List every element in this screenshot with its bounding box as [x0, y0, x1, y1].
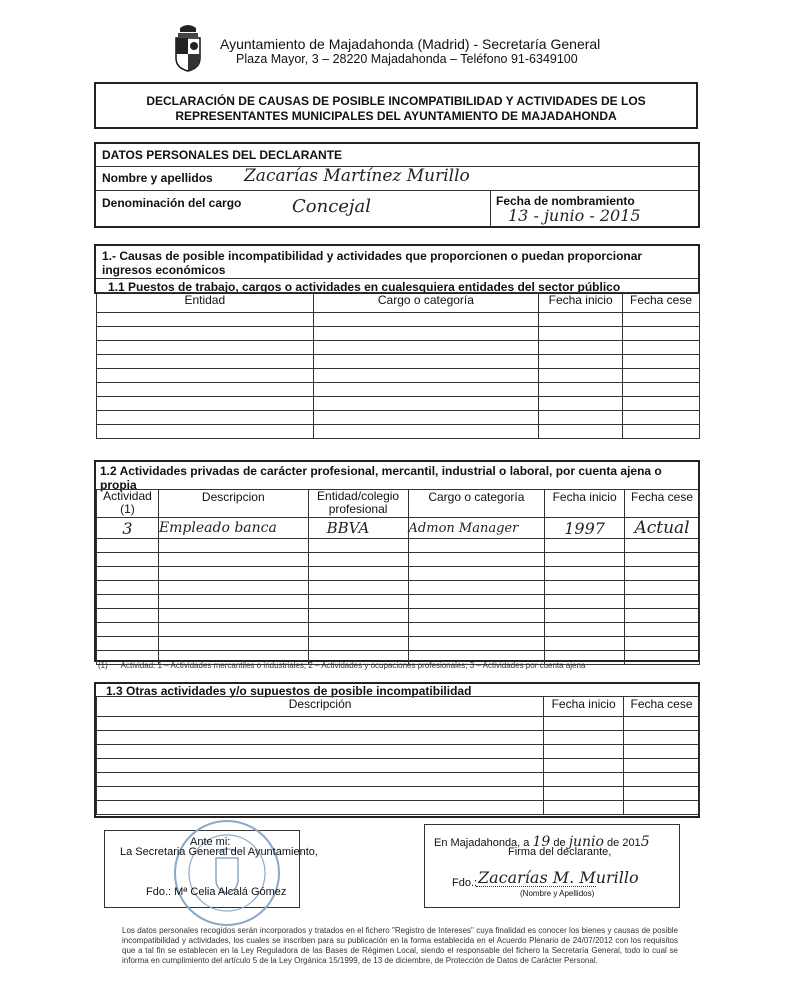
firma-label: Firma del declarante,	[508, 846, 612, 858]
table-row	[97, 759, 700, 773]
declarant-signature: Zacarías M. Murillo	[478, 868, 639, 887]
table-row	[97, 595, 700, 609]
table-row	[97, 383, 700, 397]
table-row	[97, 425, 700, 439]
data-protection-footer: Los datos personales recogidos serán incorporados y tratados en el fichero "Registro de Intereses" cuya finalidad es conocer los bienes y causas de posible incompatibilidad y actividades, los cuales se inscriben para su publicación en la forma establecida en el Acuerdo Plenario de 24/07/2012 con los requisitos que a tal fin se establecen en la Ley Reguladora de las Bases de Régimen Local, siendo el responsable del fichero la Secretaría General, todo lo cual se informa en cumplimiento del artículo 5 de la Ley Orgánica 15/1999, de 13 de diciembre, de Protección de Datos de Carácter Personal.	[122, 926, 678, 965]
col-entidad: Entidad	[97, 293, 314, 313]
col-fecha-inicio: Fecha inicio	[545, 490, 625, 518]
table-row	[97, 313, 700, 327]
fecha-nombramiento-label: Fecha de nombramiento	[496, 194, 635, 208]
activity-note: (1) Actividad: 1 – Actividades mercantiles o industriales; 2 – Actividades y ocupaciones profesionales; 3 – Actividades por cuenta ajena	[98, 661, 586, 670]
header-institution: Ayuntamiento de Majadahonda (Madrid) - Secretaría General	[220, 36, 601, 52]
place-date-label: En Majadahonda, a 19 de junio de 2015	[434, 834, 650, 850]
personal-data-title: DATOS PERSONALES DEL DECLARANTE	[102, 148, 343, 162]
col-fecha-cese: Fecha cese	[624, 697, 700, 717]
section12-title: 1.2 Actividades privadas de carácter profesional, mercantil, industrial o laboral, por cuenta ajena o propia	[100, 464, 662, 492]
table-row	[97, 341, 700, 355]
cell-actividad: 3	[97, 518, 159, 539]
cell-entidad: BBVA	[308, 518, 408, 539]
table-row	[97, 567, 700, 581]
official-seal-icon	[172, 818, 282, 928]
col-cargo: Cargo o categoría	[313, 293, 539, 313]
name-value: Zacarías Martínez Murillo	[244, 166, 470, 186]
table-row	[97, 397, 700, 411]
cell-fecha-cese: Actual	[625, 518, 700, 539]
table-row	[97, 731, 700, 745]
section13-title: 1.3 Otras actividades y/o supuestos de posible incompatibilidad	[106, 684, 472, 698]
section1-title: 1.- Causas de posible incompatibilidad y actividades que proporcionen o puedan proporcionar ingresos económicos	[102, 249, 643, 277]
header-address: Plaza Mayor, 3 – 28220 Majadahonda – Teléfono 91-6349100	[236, 52, 578, 66]
table-row	[97, 623, 700, 637]
other-activities-table	[96, 696, 700, 815]
cell-fecha-inicio: 1997	[545, 518, 625, 539]
cargo-label: Denominación del cargo	[102, 196, 242, 210]
col-cargo-categoria: Cargo o categoría	[408, 490, 545, 518]
fecha-nombramiento-value: 13 - junio - 2015	[508, 206, 641, 225]
table-row	[97, 518, 700, 539]
table-row	[97, 411, 700, 425]
table-row	[97, 581, 700, 595]
col-fecha-inicio: Fecha inicio	[544, 697, 624, 717]
table-row	[97, 369, 700, 383]
table-row	[97, 745, 700, 759]
table-row	[97, 717, 700, 731]
col-actividad: Actividad (1)	[97, 490, 159, 518]
coat-of-arms-icon	[172, 24, 204, 72]
private-activities-table	[96, 489, 700, 665]
nombre-apellidos-caption: (Nombre y Apellidos)	[520, 889, 595, 898]
col-descripcion: Descripción	[97, 697, 544, 717]
name-label: Nombre y apellidos	[102, 171, 213, 185]
col-entidad-colegio: Entidad/colegio profesional	[308, 490, 408, 518]
table-row	[97, 539, 700, 553]
table-row	[97, 327, 700, 341]
document-title: DECLARACIÓN DE CAUSAS DE POSIBLE INCOMPATIBILIDAD Y ACTIVIDADES DE LOS REPRESENTANTES MUNICIPALES DEL AYUNTAMIENTO DE MAJADAHONDA	[146, 94, 646, 123]
col-fecha-cese: Fecha cese	[625, 490, 700, 518]
public-sector-table	[96, 292, 700, 439]
secretary-name: Fdo.: Mª Celia Alcalá Gómez	[146, 886, 287, 898]
table-row	[97, 355, 700, 369]
table-row	[97, 773, 700, 787]
cell-cargo: Admon Manager	[408, 518, 545, 539]
table-row	[97, 801, 700, 815]
section11-title: 1.1 Puestos de trabajo, cargos o actividades en cualesquiera entidades del sector público	[108, 280, 621, 294]
fdo-label: Fdo.:	[452, 877, 478, 889]
col-fecha-cese: Fecha cese	[623, 293, 700, 313]
col-fecha-inicio: Fecha inicio	[539, 293, 623, 313]
cell-descripcion: Empleado banca	[158, 518, 308, 539]
secretary-title: La Secretaria General del Ayuntamiento,	[120, 846, 318, 858]
document-title-box	[94, 82, 698, 129]
table-row	[97, 553, 700, 567]
table-row	[97, 637, 700, 651]
ante-mi-label: Ante mi:	[190, 836, 231, 848]
col-descripcion: Descripcion	[158, 490, 308, 518]
table-row	[97, 609, 700, 623]
table-row	[97, 787, 700, 801]
cargo-value: Concejal	[292, 196, 372, 217]
